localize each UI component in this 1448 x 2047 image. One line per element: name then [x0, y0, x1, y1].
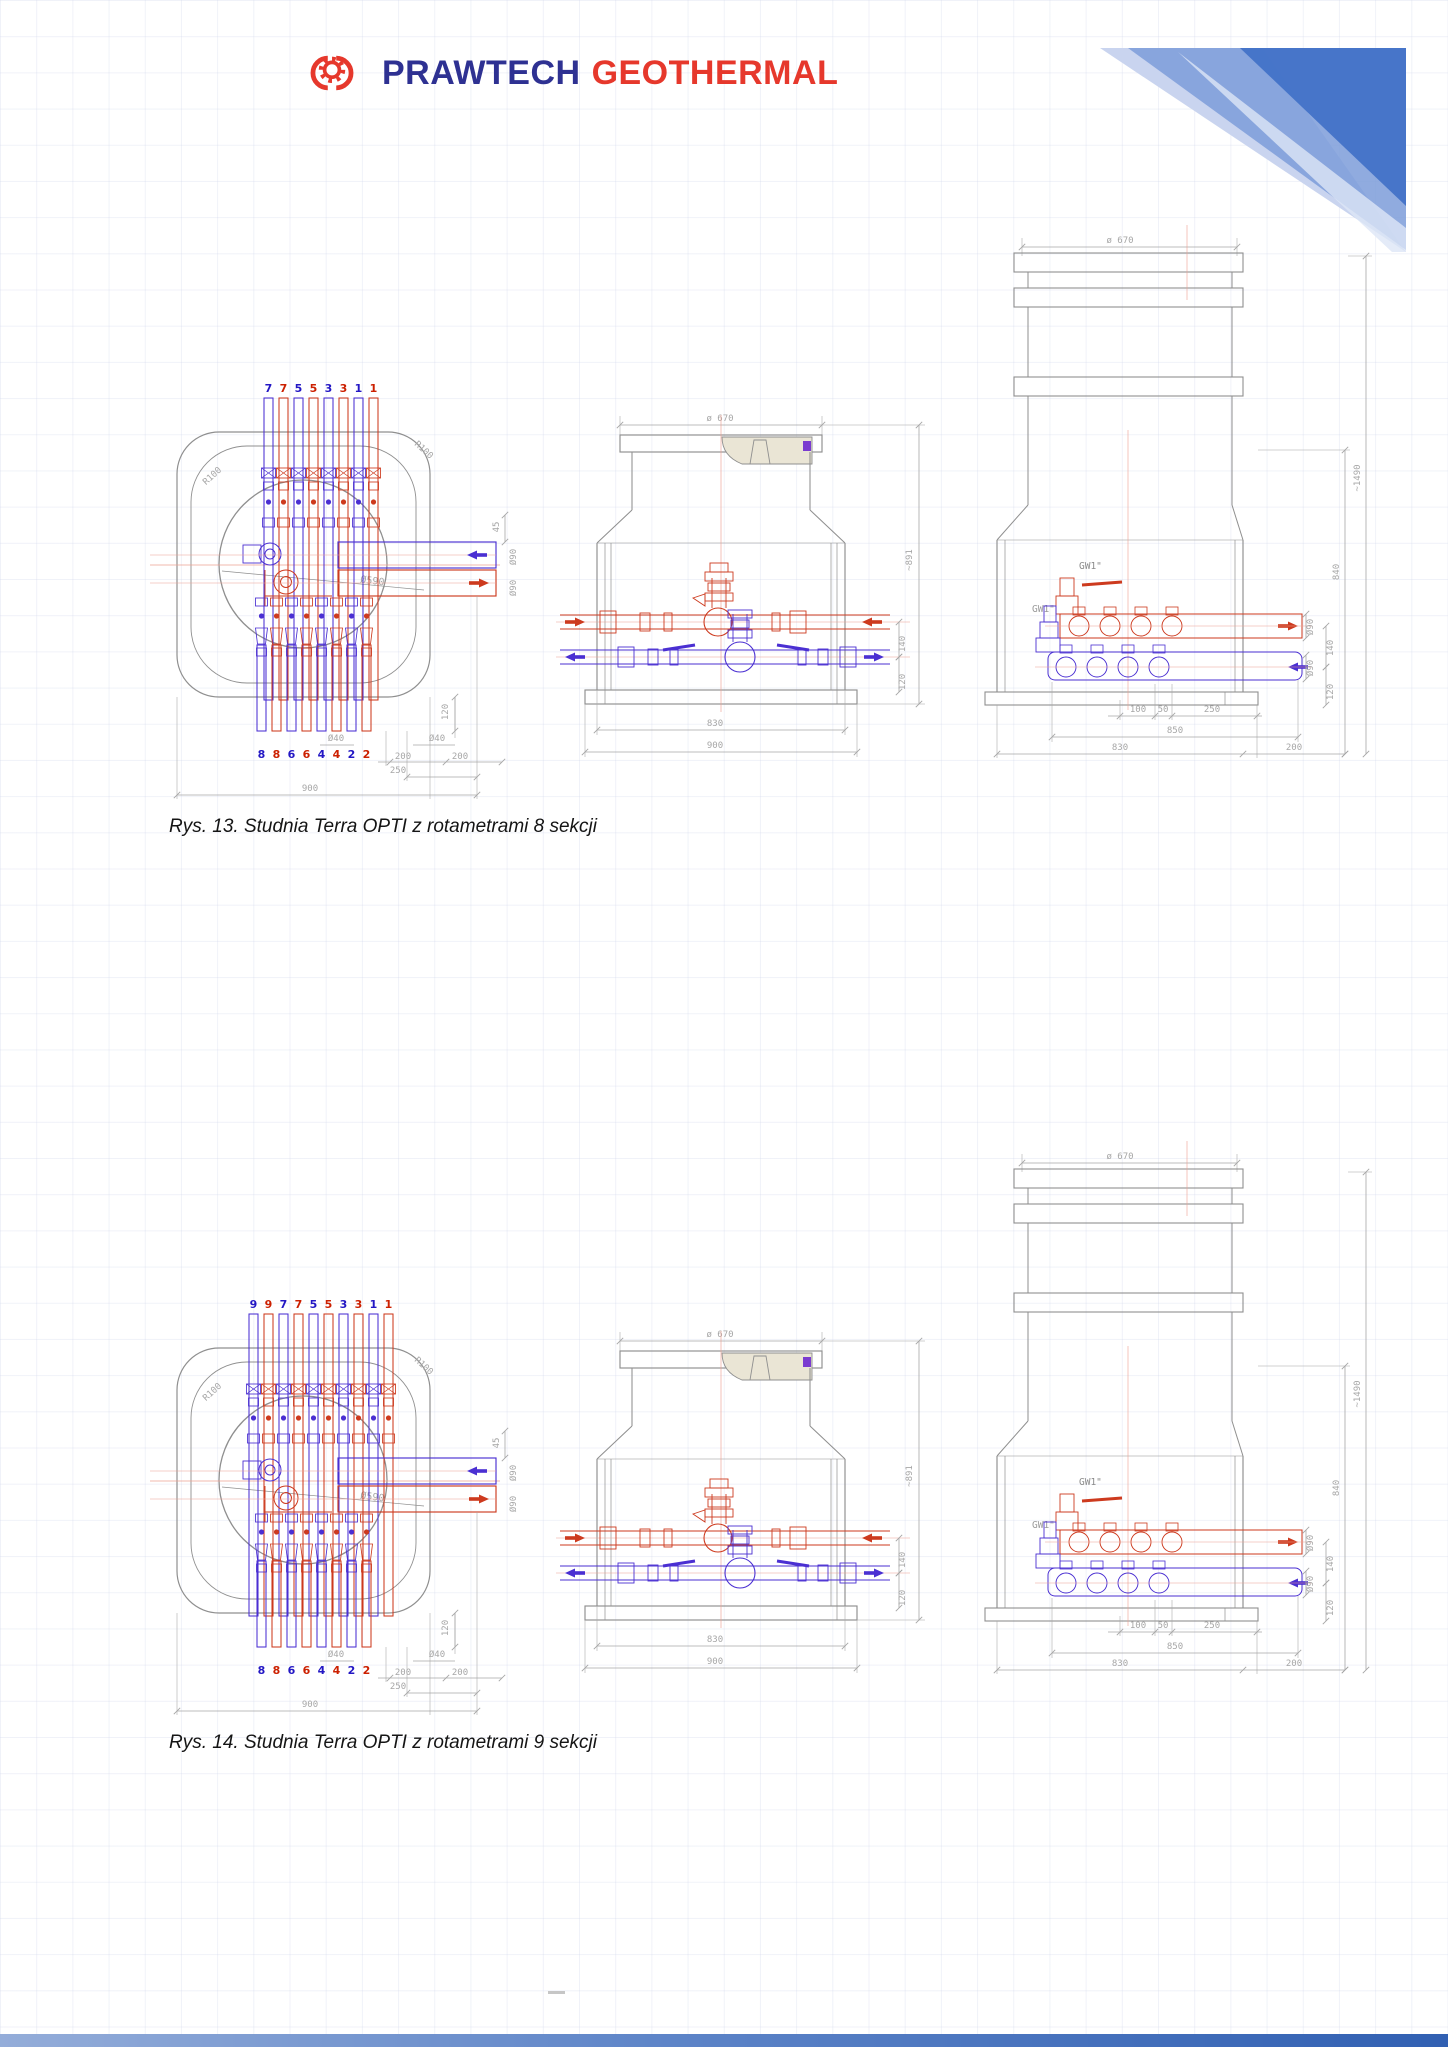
lid-marker: [803, 1357, 811, 1367]
figure-14-caption: Rys. 14. Studnia Terra OPTI z rotametrami 9 sekcji: [169, 1732, 598, 1753]
vessel-shoulder: [997, 505, 1028, 540]
flow-meter-body: [243, 545, 261, 563]
flow-arrow: [862, 1534, 872, 1543]
pipe-fitting: [349, 613, 354, 618]
pipe-number: 2: [347, 1664, 356, 1677]
flow-arrow-tail: [864, 1571, 874, 1575]
valve-lever: [1082, 1498, 1122, 1501]
flow-arrow: [874, 653, 884, 662]
pipe-fitting: [286, 598, 298, 606]
pipe-number: 6: [287, 748, 296, 761]
dim-label: 250: [389, 1682, 407, 1692]
vessel-shoulder: [997, 1421, 1028, 1456]
pipe-fitting: [266, 499, 271, 504]
pipe-fitting: [259, 1529, 264, 1534]
dim-label: ~1490: [1353, 1380, 1363, 1408]
pipe-fitting: [266, 1415, 271, 1420]
dim-label: 120: [441, 703, 451, 721]
pipe-fitting: [384, 1398, 394, 1406]
manifold-valve: [1056, 596, 1078, 614]
manifold-blue: [1048, 652, 1302, 680]
pipe-fitting: [294, 482, 304, 490]
dim-label: 850: [1166, 726, 1184, 736]
riser-flange: [1014, 1293, 1243, 1312]
pipe-fitting: [705, 1509, 733, 1517]
dim-label: 830: [706, 719, 724, 729]
manifold-valve: [1056, 1512, 1078, 1530]
pipe-stub: [257, 645, 266, 731]
flow-arrow: [575, 1534, 585, 1543]
lid-notch: [750, 440, 770, 464]
pipe-fitting: [296, 499, 301, 504]
valve-lever: [663, 645, 695, 650]
dim-label: 900: [301, 784, 319, 794]
pipe-number: 4: [332, 748, 341, 761]
dim-label: 200: [451, 752, 469, 762]
dim-label: 900: [706, 741, 724, 751]
pipe-fitting: [256, 598, 268, 606]
pipe-fitting: [301, 1514, 313, 1522]
pipe-fitting: [334, 1529, 339, 1534]
pipe-fitting: [319, 1529, 324, 1534]
pipe-fitting: [705, 572, 733, 581]
pipe-fitting: [354, 482, 364, 490]
pipe-number: 8: [272, 748, 281, 761]
flow-meter: [259, 543, 281, 565]
pipe-fitting: [341, 1415, 346, 1420]
flow-arrow: [467, 551, 477, 560]
flow-arrow-tail: [477, 1469, 487, 1473]
radius-label: R100: [411, 439, 435, 462]
dim-label: 200: [1285, 743, 1303, 753]
pipe-fitting: [361, 1514, 373, 1522]
flow-arrow-tail: [872, 620, 882, 624]
pipe-fitting: [386, 1415, 391, 1420]
manifold-valve: [1060, 578, 1074, 596]
pipe-fitting: [316, 628, 328, 644]
pipe-number: 1: [384, 1298, 393, 1311]
pipe-number: 9: [264, 1298, 273, 1311]
pipe-fitting: [316, 1514, 328, 1522]
vessel-shoulder: [597, 1426, 632, 1459]
pipe-fitting: [316, 1544, 328, 1560]
riser-flange: [1014, 377, 1243, 396]
dim-label: Ø40: [428, 1650, 446, 1660]
dim-label: Ø90: [509, 579, 519, 597]
manifold-valve: [1060, 1494, 1074, 1512]
flow-arrow-tail: [565, 620, 575, 624]
pipe-fitting: [364, 1529, 369, 1534]
dim-label: 200: [394, 1668, 412, 1678]
pipe-fitting: [334, 613, 339, 618]
pipe-number: 3: [354, 1298, 363, 1311]
pipe-fitting: [311, 499, 316, 504]
pipe-fitting: [249, 1398, 259, 1406]
port-label: GW1": [1032, 604, 1055, 615]
pipe-number: 5: [309, 1298, 318, 1311]
pipe-fitting: [301, 628, 313, 644]
pipe-fitting: [319, 613, 324, 618]
dim-label: 250: [1203, 1621, 1221, 1631]
leader-line: [222, 1487, 424, 1506]
pipe-fitting: [371, 499, 376, 504]
figure-13-caption: Rys. 13. Studnia Terra OPTI z rotametrami 8 sekcji: [169, 816, 598, 837]
valve-lever: [663, 1561, 695, 1566]
flow-arrow: [565, 653, 575, 662]
flow-arrow-tail: [469, 581, 479, 585]
pipe-fitting: [309, 482, 319, 490]
dim-label: 900: [301, 1700, 319, 1710]
pipe-number: 7: [279, 382, 288, 395]
dim-label: 120: [898, 673, 908, 691]
pipe-fitting: [286, 1544, 298, 1560]
pipe-fitting: [301, 598, 313, 606]
radius-label: R100: [411, 1355, 435, 1378]
pipe-number: 7: [294, 1298, 303, 1311]
pipe-fitting: [728, 1526, 752, 1534]
flow-meter: [281, 1493, 292, 1504]
dim-label: Ø90: [1306, 659, 1316, 677]
flow-meter: [259, 1459, 281, 1481]
pipe-fitting: [256, 1544, 268, 1560]
pipe-fitting: [710, 1479, 728, 1488]
dim-label: 50: [1157, 1621, 1169, 1631]
pipe-fitting: [705, 593, 733, 601]
riser-flange: [1014, 1169, 1243, 1188]
pipe-number: 2: [347, 748, 356, 761]
pipe-number: 8: [257, 1664, 266, 1677]
vessel-shoulder: [597, 510, 632, 543]
port-label: GW1": [1079, 1477, 1102, 1488]
pipe-fitting: [728, 610, 752, 618]
flow-arrow: [565, 1569, 575, 1578]
lid-marker: [803, 441, 811, 451]
pipe-number: 2: [362, 1664, 371, 1677]
pipe-fitting: [354, 1398, 364, 1406]
port-label: GW1": [1032, 1520, 1055, 1531]
pipe-number: 8: [257, 748, 266, 761]
dim-label: ø 670: [1106, 1152, 1134, 1162]
vessel-shoulder: [1232, 1421, 1243, 1456]
pipe-fitting: [361, 1544, 373, 1560]
pipe-number: 3: [324, 382, 333, 395]
pipe-fitting: [369, 1398, 379, 1406]
flow-arrow: [479, 1495, 489, 1504]
flow-arrow-tail: [575, 655, 585, 659]
dim-label: Ø90: [509, 548, 519, 566]
pipe-number: 1: [369, 1298, 378, 1311]
pipe-fitting: [296, 1415, 301, 1420]
flow-arrow: [874, 1569, 884, 1578]
dim-label: Ø90: [509, 1464, 519, 1482]
dim-label: ø 670: [706, 1330, 734, 1340]
lid-notch: [750, 1356, 770, 1380]
pipe-fitting: [710, 563, 728, 572]
dim-label: 840: [1332, 563, 1342, 581]
circle-diameter-label: Ø590: [359, 574, 385, 589]
pipe-fitting: [364, 613, 369, 618]
pipe-number: 5: [309, 382, 318, 395]
vessel-base: [985, 1608, 1258, 1621]
radius-label: R100: [201, 465, 225, 488]
pipe-number: 3: [339, 1298, 348, 1311]
valve-lever: [777, 645, 809, 650]
pipe-number: 9: [249, 1298, 258, 1311]
footer-bar: [0, 2034, 1448, 2047]
dim-label: ø 670: [706, 414, 734, 424]
pipe-fitting: [274, 613, 279, 618]
pipe-number: 2: [362, 748, 371, 761]
pipe-fitting: [256, 628, 268, 644]
pipe-fitting: [309, 1398, 319, 1406]
manifold-blue: [1048, 1568, 1302, 1596]
dim-label: 830: [1111, 743, 1129, 753]
dim-label: 50: [1157, 705, 1169, 715]
dim-label: 120: [1326, 683, 1336, 701]
dim-label: Ø40: [327, 1650, 345, 1660]
dim-label: ~1490: [1353, 464, 1363, 492]
vessel-base: [985, 692, 1258, 705]
dim-label: 120: [441, 1619, 451, 1637]
dim-label: 140: [1326, 1555, 1336, 1573]
dim-label: ~891: [905, 1465, 915, 1487]
pipe-fitting: [256, 1514, 268, 1522]
pipe-fitting: [361, 598, 373, 606]
pipe-fitting: [259, 613, 264, 618]
pipe-fitting: [251, 1415, 256, 1420]
pipe-fitting: [728, 630, 752, 638]
dim-label: ø 670: [1106, 236, 1134, 246]
pipe-fitting: [301, 1544, 313, 1560]
pipe-fitting: [356, 1415, 361, 1420]
dim-label: 900: [706, 1657, 724, 1667]
dim-label: ~891: [905, 549, 915, 571]
pipe-number: 7: [264, 382, 273, 395]
pipe-fitting: [304, 1529, 309, 1534]
port-label: GW1": [1079, 561, 1102, 572]
riser-flange: [1014, 1204, 1243, 1223]
dim-label: 45: [492, 1437, 502, 1449]
dim-label: Ø90: [509, 1495, 519, 1513]
flow-arrow-tail: [469, 1497, 479, 1501]
pipe-fitting: [281, 499, 286, 504]
flow-arrow-tail: [477, 553, 487, 557]
brand-secondary: GEOTHERMAL: [591, 53, 839, 92]
pipe-fitting: [286, 628, 298, 644]
pipe-number: 7: [279, 1298, 288, 1311]
riser-flange: [1014, 288, 1243, 307]
pipe-fitting: [271, 1514, 283, 1522]
flow-meter: [281, 577, 292, 588]
radius-label: R100: [201, 1381, 225, 1404]
dim-label: 200: [1285, 1659, 1303, 1669]
dim-label: 140: [1326, 639, 1336, 657]
flow-arrow: [467, 1467, 477, 1476]
dim-label: 140: [898, 1551, 908, 1569]
pipe-fitting: [731, 1536, 749, 1544]
pipe-number: 6: [302, 1664, 311, 1677]
pipe-number: 4: [317, 1664, 326, 1677]
pipe-fitting: [346, 598, 358, 606]
dim-label: 200: [394, 752, 412, 762]
manifold-valve: [1040, 1538, 1058, 1554]
brand-primary: PRAWTECH: [382, 53, 581, 92]
pipe-number: 3: [339, 382, 348, 395]
pipe-number: 4: [317, 748, 326, 761]
pipe-number: 5: [324, 1298, 333, 1311]
pipe-number: 5: [294, 382, 303, 395]
vessel-shoulder: [1232, 505, 1243, 540]
dim-label: 120: [1326, 1599, 1336, 1617]
branch-nozzle: [693, 1510, 705, 1522]
flow-arrow: [575, 618, 585, 627]
pipe-fitting: [294, 1398, 304, 1406]
pipe-fitting: [316, 598, 328, 606]
flow-arrow-tail: [864, 655, 874, 659]
manifold-valve: [1040, 622, 1058, 638]
pipe-fitting: [708, 1499, 730, 1507]
pipe: [369, 1314, 378, 1616]
pipe-fitting: [326, 1415, 331, 1420]
dim-label: Ø90: [1306, 1534, 1316, 1552]
pipe-fitting: [369, 482, 379, 490]
dim-label: 250: [389, 766, 407, 776]
pipe-fitting: [286, 1514, 298, 1522]
pipe-fitting: [289, 1529, 294, 1534]
dim-label: 120: [898, 1589, 908, 1607]
pipe-fitting: [326, 499, 331, 504]
flow-arrow: [479, 579, 489, 588]
flow-arrow: [862, 618, 872, 627]
pipe-fitting: [271, 598, 283, 606]
dim-label: Ø90: [1306, 1575, 1316, 1593]
pipe-number: 1: [369, 382, 378, 395]
pipe-fitting: [371, 1415, 376, 1420]
valve-lever: [777, 1561, 809, 1566]
pipe-fitting: [705, 1488, 733, 1497]
pipe-fitting: [356, 499, 361, 504]
pipe-fitting: [728, 1546, 752, 1554]
branch-nozzle: [693, 594, 705, 606]
pipe-fitting: [257, 648, 267, 656]
pipe-fitting: [311, 1415, 316, 1420]
dim-label: Ø40: [327, 734, 345, 744]
pipe-number: 4: [332, 1664, 341, 1677]
stray-mark: [548, 1991, 565, 1994]
pipe-fitting: [281, 1415, 286, 1420]
dim-label: 45: [492, 521, 502, 533]
pipe-fitting: [304, 613, 309, 618]
flow-arrow-tail: [565, 1536, 575, 1540]
dim-label: 830: [1111, 1659, 1129, 1669]
pipe-number: 1: [354, 382, 363, 395]
dim-label: Ø40: [428, 734, 446, 744]
dim-label: Ø90: [1306, 618, 1316, 636]
pipe-fitting: [708, 583, 730, 591]
pipe-fitting: [331, 598, 343, 606]
dim-label: 840: [1332, 1479, 1342, 1497]
pipe-fitting: [341, 499, 346, 504]
pipe-fitting: [731, 620, 749, 628]
dim-label: 140: [898, 635, 908, 653]
dim-label: 850: [1166, 1642, 1184, 1652]
manifold-valve: [1036, 638, 1060, 652]
valve-lever: [1082, 582, 1122, 585]
pipe-number: 8: [272, 1664, 281, 1677]
dim-label: 200: [451, 1668, 469, 1678]
circle-diameter-label: Ø590: [359, 1490, 385, 1505]
manifold-valve: [1036, 1554, 1060, 1568]
pipe-number: 6: [287, 1664, 296, 1677]
leader-line: [222, 571, 424, 590]
pipe: [369, 398, 378, 700]
pipe-fitting: [271, 1544, 283, 1560]
pipe-fitting: [349, 1529, 354, 1534]
flow-arrow-tail: [575, 1571, 585, 1575]
pipe-fitting: [289, 613, 294, 618]
pipe-number: 6: [302, 748, 311, 761]
riser-flange: [1014, 253, 1243, 272]
pipe-fitting: [274, 1529, 279, 1534]
pipe-fitting: [271, 628, 283, 644]
pipe-fitting: [331, 1514, 343, 1522]
vessel-shoulder: [810, 1426, 845, 1459]
dim-label: 830: [706, 1635, 724, 1645]
dim-label: 250: [1203, 705, 1221, 715]
dim-label: 100: [1129, 1621, 1147, 1631]
vessel-shoulder: [810, 510, 845, 543]
flow-arrow-tail: [872, 1536, 882, 1540]
dim-label: 100: [1129, 705, 1147, 715]
pipe-fitting: [361, 628, 373, 644]
pipe-fitting: [346, 1514, 358, 1522]
